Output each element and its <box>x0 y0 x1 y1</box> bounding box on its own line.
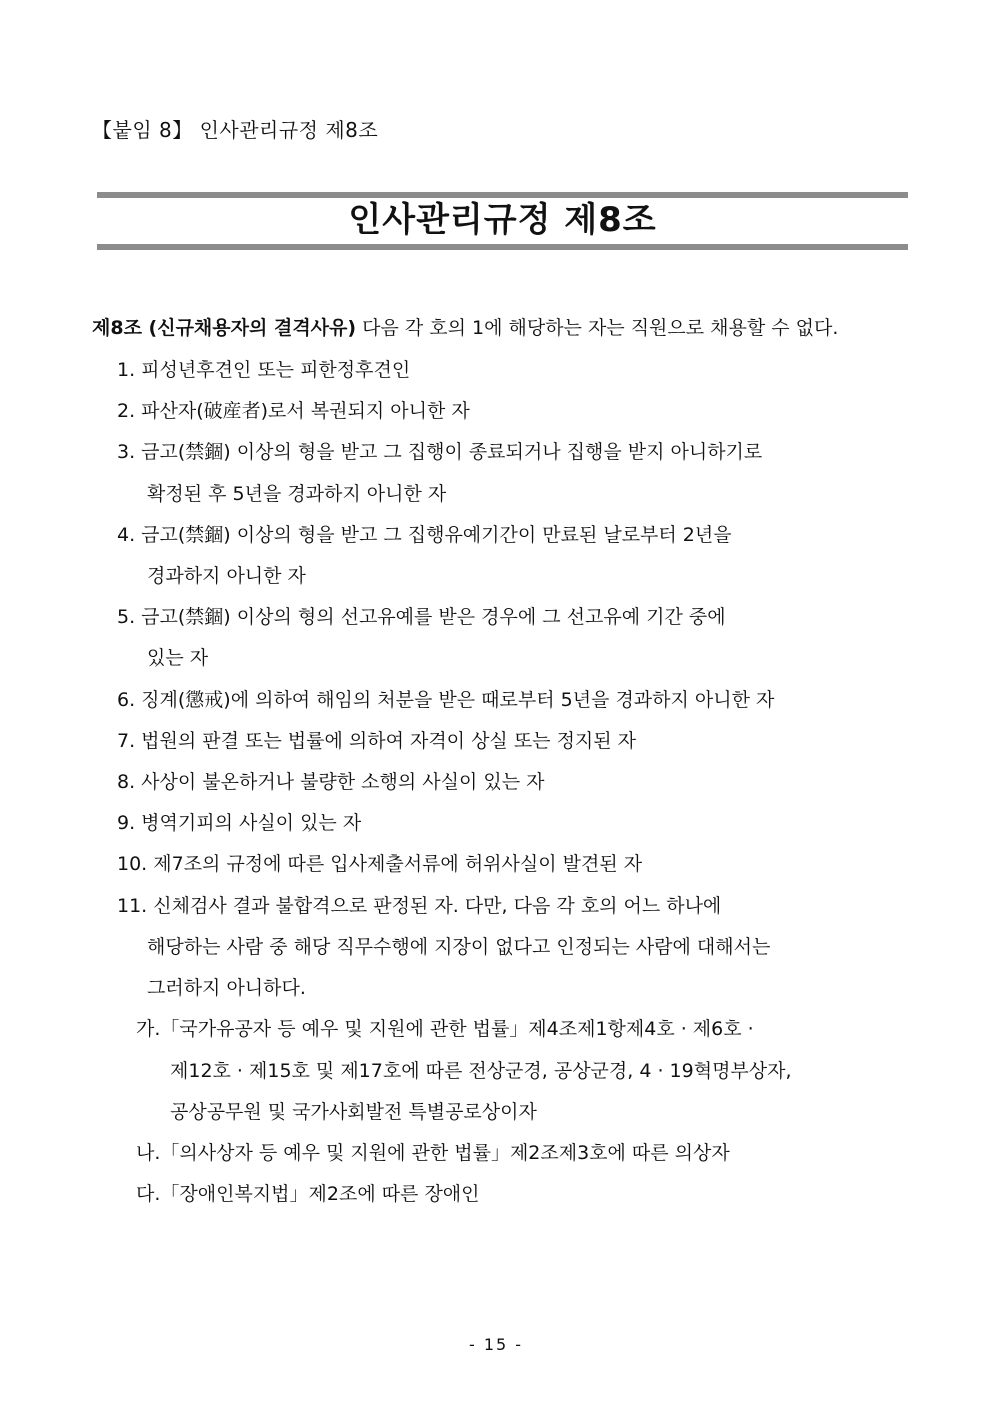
list-item-3: 3. 금고(禁錮) 이상의 형을 받고 그 집행이 종료되거나 집행을 받지 아니하기로 <box>117 441 763 463</box>
list-item-11-cont-2: 그러하지 아니하다. <box>147 977 306 999</box>
title-box <box>97 192 908 252</box>
list-item-9: 9. 병역기피의 사실이 있는 자 <box>117 812 362 834</box>
article-intro: 다음 각 호의 1에 해당하는 자는 직원으로 채용할 수 없다. <box>356 317 839 339</box>
page-title: 인사관리규정 제8조 <box>348 200 657 240</box>
article-heading: 제8조 (신규채용자의 결격사유) <box>92 317 357 339</box>
list-item-1: 1. 피성년후견인 또는 피한정후견인 <box>117 359 411 381</box>
title-bottom-rule <box>97 244 908 250</box>
list-item-11-cont-1: 해당하는 사람 중 해당 직무수행에 지장이 없다고 인정되는 사람에 대해서는 <box>147 936 771 958</box>
list-item-3-cont: 확정된 후 5년을 경과하지 아니한 자 <box>147 483 447 505</box>
list-item-2: 2. 파산자(破産者)로서 복권되지 아니한 자 <box>117 400 470 422</box>
sub-item-ga-cont-2: 공상공무원 및 국가사회발전 특별공로상이자 <box>170 1101 537 1123</box>
list-item-7: 7. 법원의 판결 또는 법률에 의하여 자격이 상실 또는 정지된 자 <box>117 730 637 752</box>
list-item-6: 6. 징계(懲戒)에 의하여 해임의 처분을 받은 때로부터 5년을 경과하지 아니한 자 <box>117 689 775 711</box>
list-item-5: 5. 금고(禁錮) 이상의 형의 선고유예를 받은 경우에 그 선고유예 기간 중에 <box>117 606 726 628</box>
list-item-11: 11. 신체검사 결과 불합격으로 판정된 자. 다만, 다음 각 호의 어느 하나에 <box>117 895 722 917</box>
article-heading-line <box>92 313 922 343</box>
sub-item-ga-cont-1: 제12호 · 제15호 및 제17호에 따른 전상군경, 공상군경, 4 · 19혁명부상자, <box>170 1060 792 1082</box>
page-number: - 15 - <box>468 1335 524 1354</box>
list-item-4: 4. 금고(禁錮) 이상의 형을 받고 그 집행유예기간이 만료된 날로부터 2년을 <box>117 524 732 546</box>
list-item-10: 10. 제7조의 규정에 따른 입사제출서류에 허위사실이 발견된 자 <box>117 853 643 875</box>
sub-item-da: 다.「장애인복지법」제2조에 따른 장애인 <box>136 1183 480 1205</box>
sub-item-ga: 가.「국가유공자 등 예우 및 지원에 관한 법률」제4조제1항제4호 · 제6호 · <box>136 1018 754 1040</box>
list-item-5-cont: 있는 자 <box>147 647 209 669</box>
article-8 <box>92 313 922 343</box>
attachment-label: 【붙임 8】 인사관리규정 제8조 <box>92 118 379 142</box>
list-item-4-cont: 경과하지 아니한 자 <box>147 565 306 587</box>
sub-item-na: 나.「의사상자 등 예우 및 지원에 관한 법률」제2조제3호에 따른 의상자 <box>136 1142 730 1164</box>
list-item-8: 8. 사상이 불온하거나 불량한 소행의 사실이 있는 자 <box>117 771 545 793</box>
